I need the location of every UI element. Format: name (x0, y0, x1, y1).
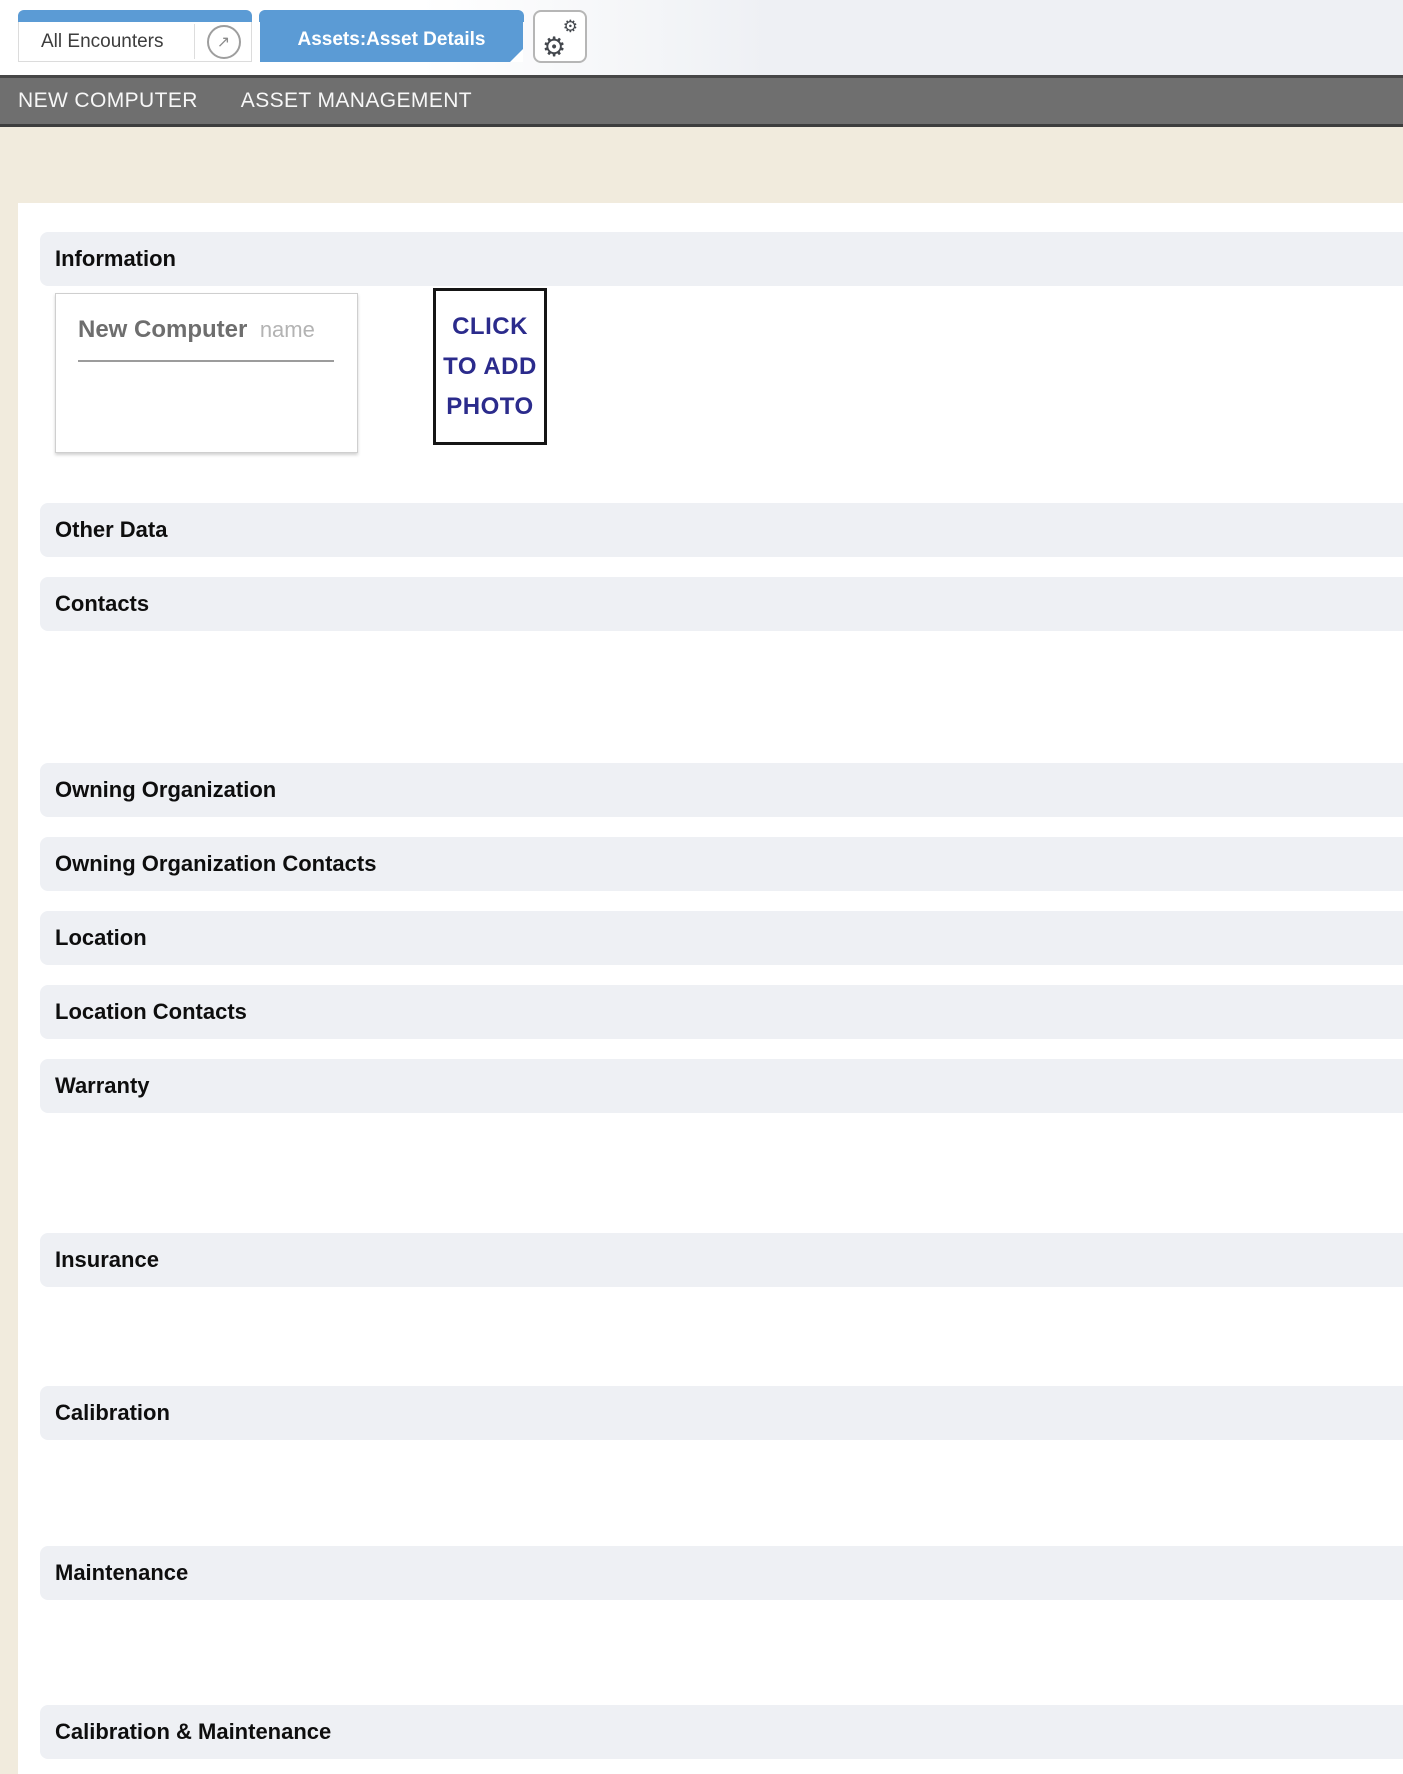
tab-top-stripe (18, 10, 252, 22)
toolbar (0, 0, 1403, 75)
section-header-owning-organization[interactable] (40, 763, 1403, 817)
tab-corner-fold (510, 49, 523, 62)
beige-band (0, 127, 1403, 203)
section-title: Insurance (55, 1247, 159, 1272)
section-title: Maintenance (55, 1560, 189, 1585)
tab-asset-details-label: Assets:Asset Details (297, 29, 486, 50)
tab-asset-details[interactable] (260, 10, 523, 62)
section-title: Information (55, 246, 176, 271)
asset-name-card (55, 293, 358, 453)
section-header-calibration[interactable] (40, 1386, 1403, 1440)
tab-top-stripe (259, 10, 524, 22)
open-arrow-icon: ↗ (207, 25, 241, 59)
form-content (18, 232, 1403, 1759)
section-title: Warranty (55, 1073, 150, 1098)
tab-all-encounters-label: All Encounters (41, 30, 164, 52)
gears-icon: ⚙ ⚙ (542, 16, 578, 63)
menu-item-asset-management[interactable]: ASSET MANAGEMENT (240, 89, 473, 112)
section-title: Contacts (55, 591, 150, 616)
section-header-information[interactable] (40, 232, 1403, 286)
section-title: Location (55, 925, 147, 950)
tab-all-encounters[interactable] (18, 10, 252, 62)
settings-button[interactable] (533, 10, 587, 63)
section-header-location-contacts[interactable] (40, 985, 1403, 1039)
add-photo-button[interactable]: CLICK TO ADD PHOTO (433, 288, 547, 445)
name-input-placeholder: name (259, 317, 315, 342)
section-title: Other Data (55, 517, 168, 542)
tab-divider (194, 24, 195, 59)
section-header-owning-organization-contacts[interactable] (40, 837, 1403, 891)
section-title: Calibration (55, 1400, 170, 1425)
menu-item-new-computer[interactable]: NEW COMPUTER (18, 89, 198, 112)
page-area (0, 127, 1403, 1774)
section-title: Owning Organization Contacts (55, 851, 377, 876)
section-header-insurance[interactable] (40, 1233, 1403, 1287)
name-input-underline[interactable] (78, 360, 334, 362)
section-header-maintenance[interactable] (40, 1546, 1403, 1600)
information-cards-row (55, 293, 1403, 453)
section-header-warranty[interactable] (40, 1059, 1403, 1113)
name-field[interactable] (78, 316, 357, 344)
section-header-other-data[interactable] (40, 503, 1403, 557)
menubar (0, 75, 1403, 127)
section-header-contacts[interactable] (40, 577, 1403, 631)
section-header-calibration-maintenance[interactable] (40, 1705, 1403, 1759)
section-header-location[interactable] (40, 911, 1403, 965)
asset-type-label: New Computer (78, 316, 248, 343)
section-title: Location Contacts (55, 999, 247, 1024)
open-tab-button[interactable] (196, 22, 251, 61)
beige-left-strip (0, 127, 18, 1774)
section-title: Calibration & Maintenance (55, 1719, 332, 1744)
section-title: Owning Organization (55, 777, 277, 802)
